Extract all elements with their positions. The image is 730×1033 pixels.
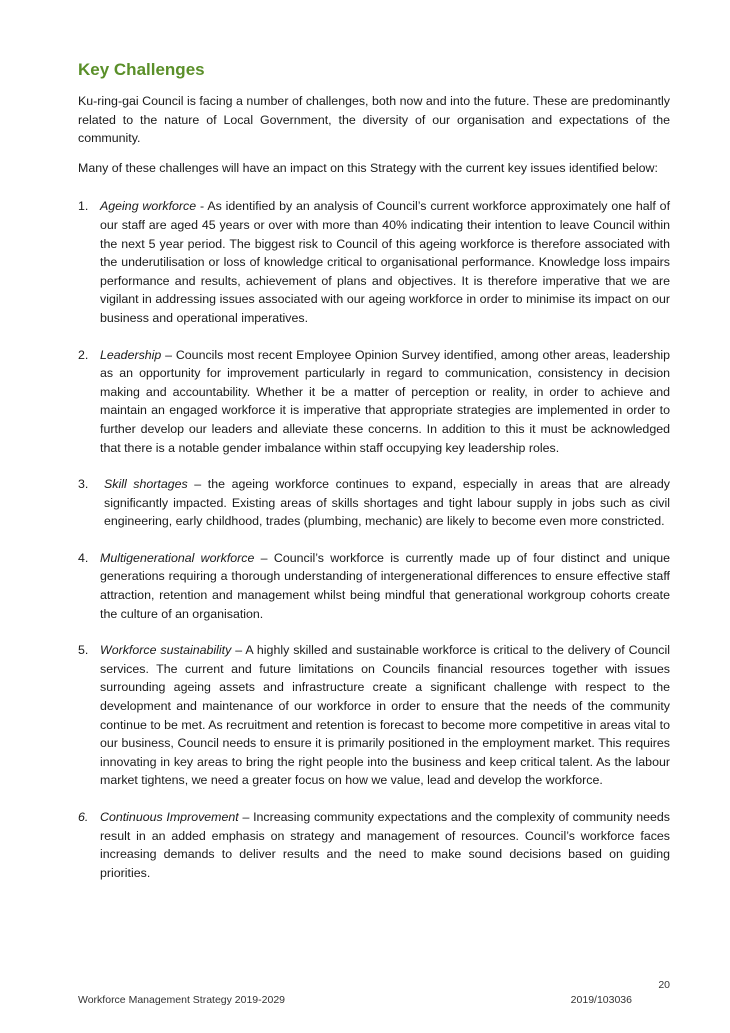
item-term: Ageing workforce xyxy=(100,199,197,214)
item-text: Increasing community expectations and the complexity of community needs result in an added emphasis on strategy and management of resources. Council’s workforce faces increasing demands to deliver results and the need to make sound decisions based on guiding priorities. xyxy=(100,810,671,880)
item-separator: – xyxy=(187,477,208,492)
item-number: 3. xyxy=(78,477,89,492)
item-text: Council’s workforce is currently made up of four distinct and unique generations requiring a thorough understanding of intergenerational differences to ensure effective staff attraction, retention and management whilst being mindful that generational workgroup cohorts create the culture of an organisation. xyxy=(100,550,671,621)
item-separator: – xyxy=(238,810,254,824)
item-term: Skill shortages xyxy=(104,477,188,492)
intro-paragraph-1: Ku-ring-gai Council is facing a number of challenges, both now and into the future. These are predominantly related to the nature of Local Government, the diversity of our organisation and expectations of the community. xyxy=(78,94,670,146)
item-term: Workforce sustainability xyxy=(100,643,232,658)
challenges-list xyxy=(78,197,670,882)
list-item xyxy=(78,197,670,327)
item-term: Leadership xyxy=(100,347,162,362)
item-separator: - xyxy=(196,199,208,214)
item-number: 2. xyxy=(78,347,89,362)
intro-paragraph-2: Many of these challenges will have an impact on this Strategy with the current key issues identified below: xyxy=(78,160,658,175)
footer-document-title: Workforce Management Strategy 2019-2029 xyxy=(78,994,286,1006)
list-item xyxy=(78,346,670,458)
list-item xyxy=(78,808,670,882)
footer-reference: 2019/103036 xyxy=(570,994,632,1006)
item-text: Councils most recent Employee Opinion Survey identified, among other areas, leadership as an opportunity for improvement particularly in regard to communication, consistency in decision making and accountability. Whether it be a matter of perception or reality, in order to achieve and maintain an engaged workforce it is imperative that appropriate strategies are implemented in order to further develop our leaders and alleviate these concerns. In addition to this it must be acknowledged that there is a notable gender imbalance within staff occupying key leadership roles. xyxy=(100,347,670,455)
item-number: 4. xyxy=(78,550,89,565)
item-separator: – xyxy=(231,643,246,658)
item-separator: – xyxy=(161,347,176,362)
item-number: 1. xyxy=(78,199,89,214)
list-item xyxy=(78,475,670,531)
item-text: A highly skilled and sustainable workforce is critical to the delivery of Council services. The current and future limitations on Councils financial resources together with issues surrounding ageing assets and infrastructure create a significant challenge with respect to the development and maintenance of our workforce in order to ensure that the needs of the community continue to be met. As recruitment and retention is forecast to become more competitive in areas vital to our business, Council needs to ensure it is primarily positioned in the employment market. This requires innovating in key areas to bring the right people into the business and keep critical talent. As the labour market tightens, we need a greater focus on how we value, lead and develop the workforce. xyxy=(100,643,670,788)
item-text: As identified by an analysis of Council’s current workforce approximately one half of our staff are aged 45 years or over with more than 40% indicating their intention to leave Council within the next 5 year period. The biggest risk to Council of this ageing workforce is therefore associated with the underutilisation or loss of knowledge critical to organisational performance. Knowledge loss impairs performance and results, achievement of plans and objectives. It is therefore imperative that we are vigilant in addressing issues associated with our ageing workforce in order to minimise its impact on our business and operational imperatives. xyxy=(100,199,671,325)
section-heading: Key Challenges xyxy=(78,60,205,79)
item-term: Multigenerational workforce xyxy=(100,550,255,565)
item-number: 5. xyxy=(78,643,89,658)
page-number: 20 xyxy=(658,979,670,991)
body-text xyxy=(78,92,670,900)
item-text: the ageing workforce continues to expand, especially in areas that are already significantly impacted. Existing areas of skills shortages and tight labour supply in jobs such as civil engineering, early childhood, trades (plumbing, mechanic) are likely to become even more constricted. xyxy=(104,477,670,529)
list-item xyxy=(78,549,670,623)
item-term: Continuous Improvement xyxy=(100,810,239,824)
item-number: 6. xyxy=(78,810,89,824)
list-item xyxy=(78,641,670,790)
item-separator: – xyxy=(254,550,274,565)
